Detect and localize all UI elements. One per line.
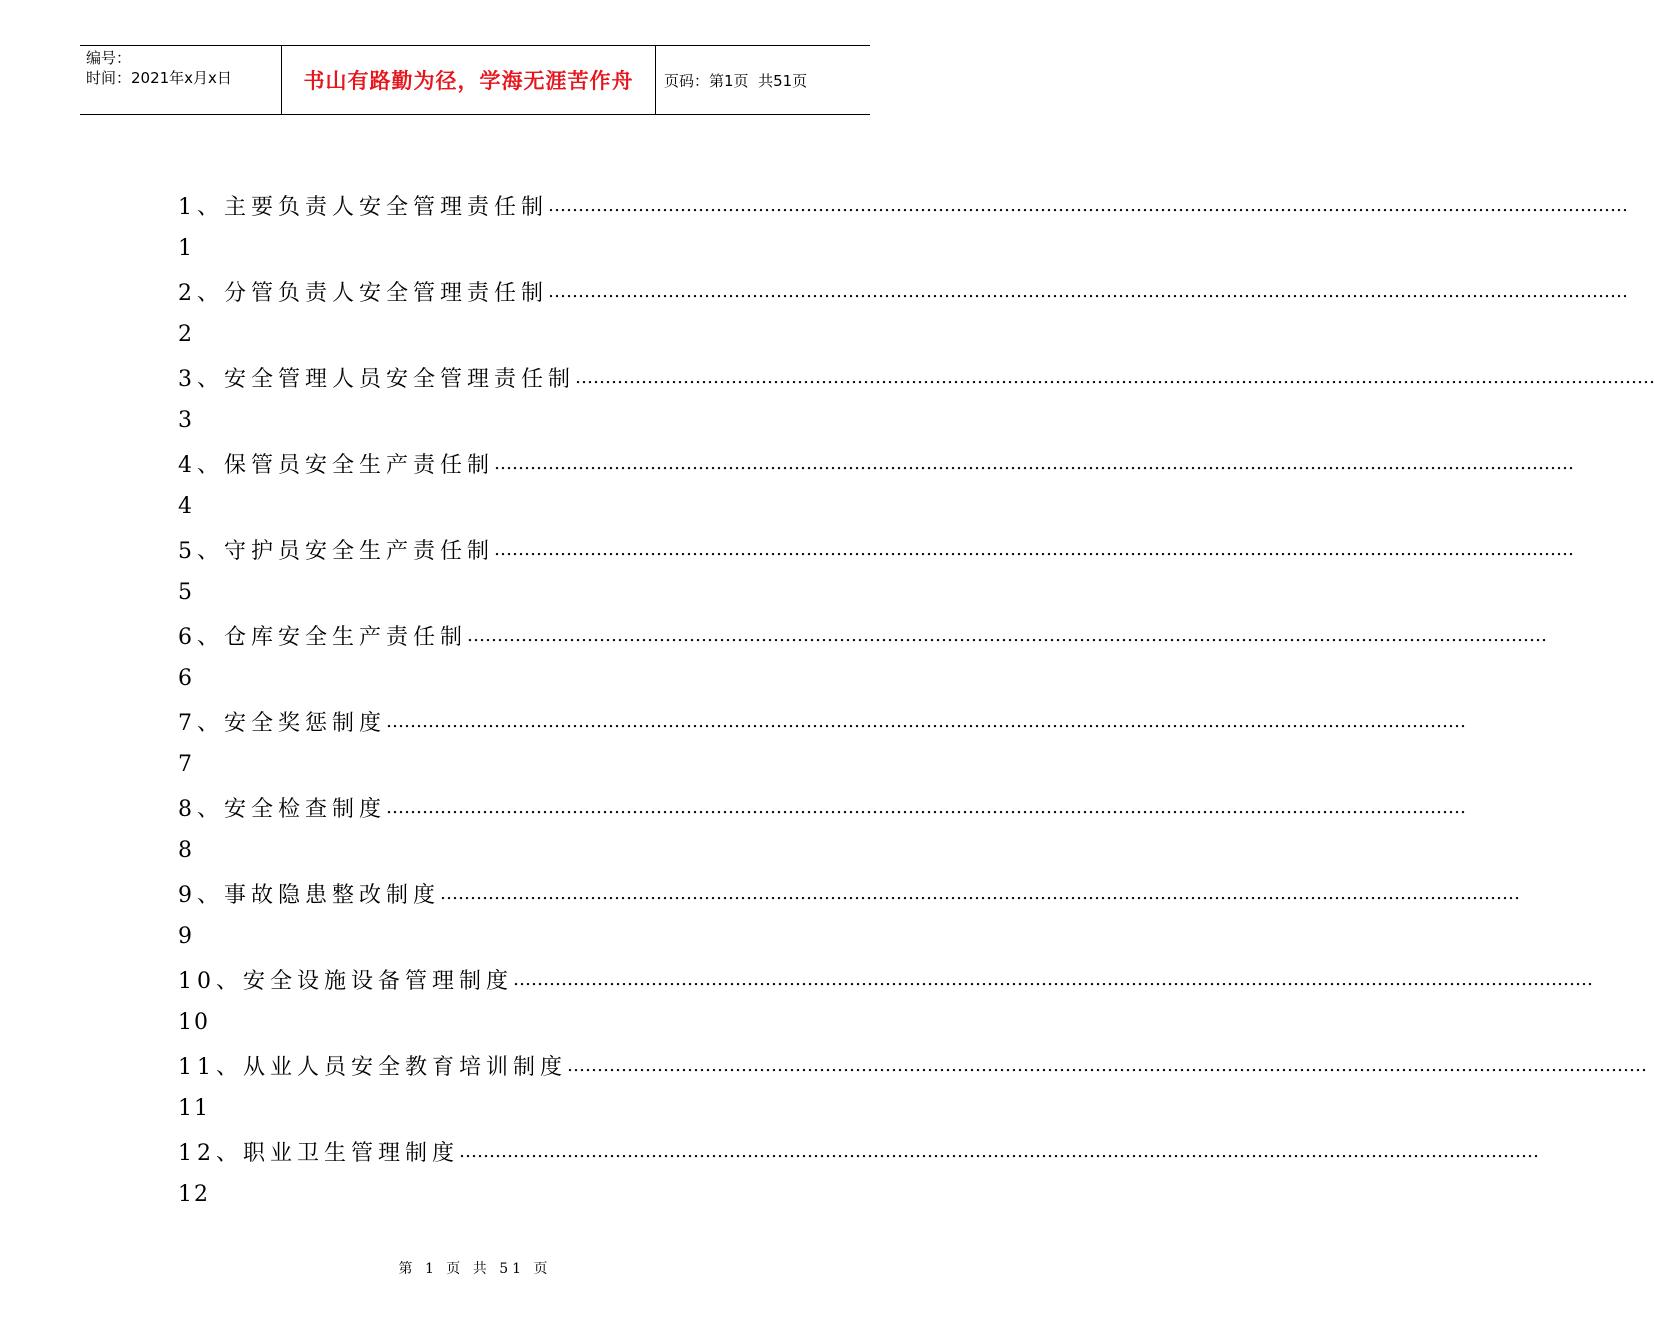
toc-entry-title: 1、主要负责人安全管理责任制: [178, 194, 548, 220]
toc-entry: [178, 873, 1520, 959]
header-motto: 书山有路勤为径，学海无涯苦作舟: [282, 46, 656, 114]
toc-entry-line: [178, 873, 1520, 913]
toc-dot-leader: ………………………………………………………………………………………………………………………………………………………………: [567, 1054, 1647, 1076]
table-of-contents: [178, 185, 1655, 1217]
toc-dot-leader: ………………………………………………………………………………………………………………………………………………………………: [386, 796, 1466, 818]
toc-entry-line: [178, 1045, 1647, 1085]
toc-entry-line: [178, 271, 1628, 311]
toc-entry-page: 12: [178, 1181, 210, 1207]
toc-entry-page: 2: [178, 321, 194, 347]
toc-entry-page: 6: [178, 665, 194, 691]
toc-entry-line: [178, 1131, 1539, 1171]
toc-entry: [178, 271, 1628, 357]
toc-entry-page: 10: [178, 1009, 210, 1035]
page-info-text: 页码：第1页 共51页: [664, 71, 808, 90]
toc-dot-leader: ………………………………………………………………………………………………………………………………………………………………: [548, 280, 1628, 302]
page-footer: 第 1 页 共 51 页: [398, 1261, 552, 1277]
toc-entry-page: 5: [178, 579, 194, 605]
toc-entry-page: 3: [178, 407, 194, 433]
toc-entry: [178, 787, 1466, 873]
toc-entry: [178, 185, 1628, 271]
toc-entry-line: [178, 185, 1628, 225]
toc-entry-line: [178, 787, 1466, 827]
toc-dot-leader: ………………………………………………………………………………………………………………………………………………………………: [548, 194, 1628, 216]
header-meta: [80, 46, 282, 114]
header-page-info: [656, 46, 870, 114]
toc-entry-line: [178, 357, 1655, 397]
page-header: [80, 45, 870, 115]
toc-entry-page: 8: [178, 837, 194, 863]
toc-dot-leader: ………………………………………………………………………………………………………………………………………………………………: [575, 366, 1655, 388]
toc-entry-line: [178, 443, 1574, 483]
toc-entry-title: 10、安全设施设备管理制度: [178, 968, 513, 994]
toc-entry: [178, 1131, 1539, 1217]
toc-entry: [178, 1045, 1647, 1131]
toc-dot-leader: ………………………………………………………………………………………………………………………………………………………………: [459, 1140, 1539, 1162]
toc-dot-leader: ………………………………………………………………………………………………………………………………………………………………: [513, 968, 1593, 990]
toc-entry-line: [178, 959, 1593, 999]
toc-entry-title: 11、从业人员安全教育培训制度: [178, 1054, 567, 1080]
toc-entry: [178, 959, 1593, 1045]
toc-entry-title: 4、保管员安全生产责任制: [178, 452, 494, 478]
toc-entry-title: 7、安全奖惩制度: [178, 710, 386, 736]
toc-entry-page: 1: [178, 235, 194, 261]
toc-entry: [178, 701, 1466, 787]
toc-entry-title: 8、安全检查制度: [178, 796, 386, 822]
toc-entry: [178, 615, 1547, 701]
toc-entry: [178, 529, 1574, 615]
toc-entry-title: 5、守护员安全生产责任制: [178, 538, 494, 564]
toc-entry-line: [178, 615, 1547, 655]
toc-dot-leader: ………………………………………………………………………………………………………………………………………………………………: [440, 882, 1520, 904]
toc-entry-title: 12、职业卫生管理制度: [178, 1140, 459, 1166]
toc-entry-page: 4: [178, 493, 194, 519]
toc-entry-line: [178, 701, 1466, 741]
toc-entry-page: 9: [178, 923, 194, 949]
toc-entry: [178, 357, 1655, 443]
toc-entry-title: 9、事故隐患整改制度: [178, 882, 440, 908]
time-label: 时间：2021年x月x日: [86, 69, 232, 87]
toc-entry-title: 2、分管负责人安全管理责任制: [178, 280, 548, 306]
toc-dot-leader: ………………………………………………………………………………………………………………………………………………………………: [494, 538, 1574, 560]
toc-entry-page: 7: [178, 751, 194, 777]
toc-dot-leader: ………………………………………………………………………………………………………………………………………………………………: [386, 710, 1466, 732]
code-label: 编号：: [86, 49, 132, 67]
toc-dot-leader: ………………………………………………………………………………………………………………………………………………………………: [494, 452, 1574, 474]
toc-entry-title: 3、安全管理人员安全管理责任制: [178, 366, 575, 392]
toc-entry-title: 6、仓库安全生产责任制: [178, 624, 467, 650]
toc-dot-leader: ………………………………………………………………………………………………………………………………………………………………: [467, 624, 1547, 646]
toc-entry-line: [178, 529, 1574, 569]
toc-entry-page: 11: [178, 1095, 210, 1121]
toc-entry: [178, 443, 1574, 529]
